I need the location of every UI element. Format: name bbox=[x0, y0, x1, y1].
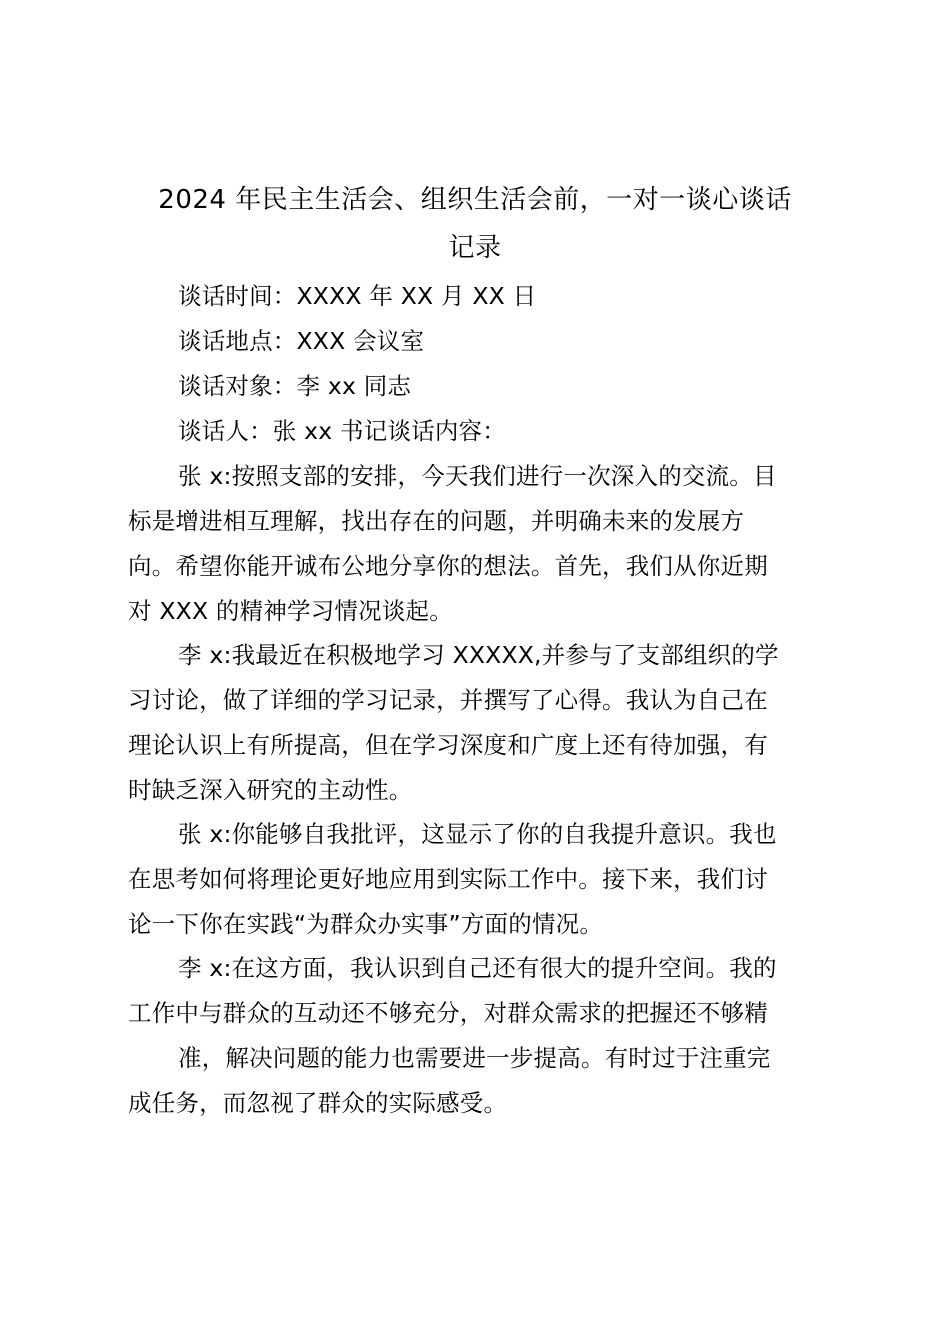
paragraph-2-line-4: 时缺乏深入研究的主动性。 bbox=[128, 776, 413, 804]
paragraph-3-line-1: 张 x:你能够自我批评，这显示了你的自我提升意识。我也 bbox=[178, 820, 777, 848]
paragraph-1-line-3: 向。希望你能开诚布公地分享你的想法。首先，我们从你近期 bbox=[128, 552, 768, 580]
meta-time: 谈话时间：XXXX 年 XX 月 XX 日 bbox=[178, 282, 537, 310]
paragraph-2-line-1: 李 x:我最近在积极地学习 XXXXX,并参与了支部组织的学 bbox=[178, 641, 779, 669]
paragraph-4-line-4: 成任务，而忽视了群众的实际感受。 bbox=[128, 1089, 508, 1117]
paragraph-4-line-1: 李 x:在这方面，我认识到自己还有很大的提升空间。我的 bbox=[178, 954, 777, 982]
paragraph-1-line-4: 对 XXX 的精神学习情况谈起。 bbox=[128, 597, 453, 625]
meta-subject: 谈话对象：李 xx 同志 bbox=[178, 372, 412, 400]
document-title-line-1: 2024 年民主生活会、组织生活会前，一对一谈心谈话 bbox=[158, 185, 792, 215]
meta-interviewer: 谈话人：张 xx 书记谈话内容： bbox=[178, 417, 506, 445]
document-title-line-2: 记录 bbox=[448, 233, 502, 263]
paragraph-4-line-3: 准，解决问题的能力也需要进一步提高。有时过于注重完 bbox=[178, 1044, 771, 1072]
paragraph-1-line-1: 张 x:按照支部的安排，今天我们进行一次深入的交流。目 bbox=[178, 462, 777, 490]
paragraph-3-line-3: 论一下你在实践“为群众办实事”方面的情况。 bbox=[128, 910, 604, 938]
meta-location: 谈话地点：XXX 会议室 bbox=[178, 327, 425, 355]
paragraph-4-line-2: 工作中与群众的互动还不够充分，对群众需求的把握还不够精 bbox=[128, 999, 768, 1027]
paragraph-2-line-3: 理论认识上有所提高，但在学习深度和广度上还有待加强，有 bbox=[128, 731, 768, 759]
paragraph-3-line-2: 在思考如何将理论更好地应用到实际工作中。接下来，我们讨 bbox=[128, 865, 768, 893]
paragraph-2-line-2: 习讨论，做了详细的学习记录，并撰写了心得。我认为自己在 bbox=[128, 686, 768, 714]
paragraph-1-line-2: 标是增进相互理解，找出存在的问题，并明确未来的发展方 bbox=[128, 507, 745, 535]
